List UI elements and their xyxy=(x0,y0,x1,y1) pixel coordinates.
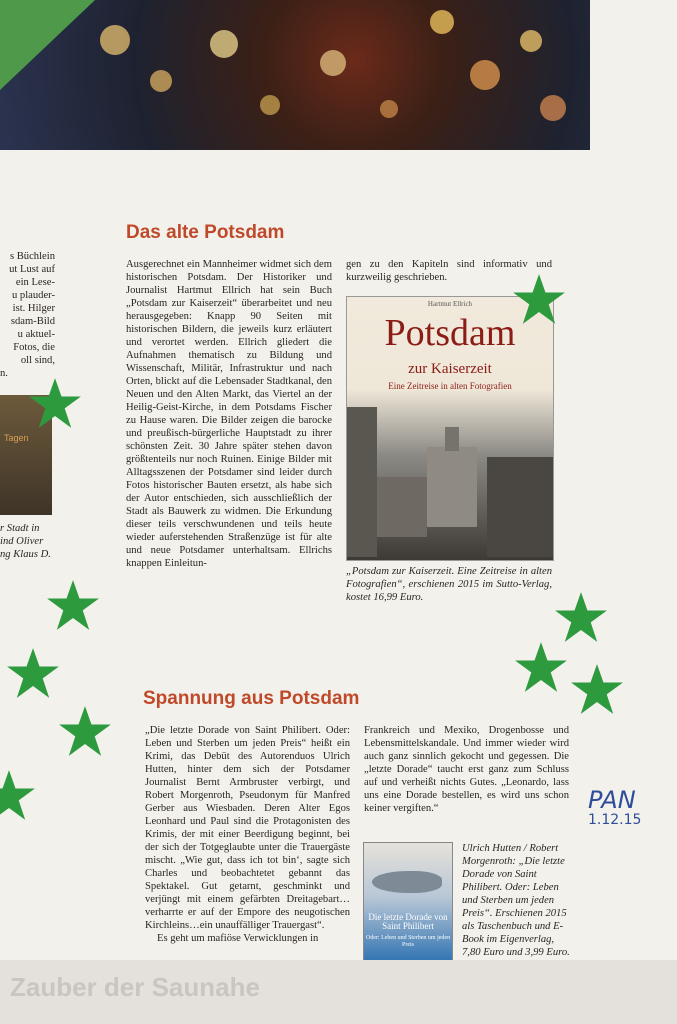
left-column-text xyxy=(0,250,55,380)
star-icon xyxy=(46,578,100,632)
left-line: sdam-Bild xyxy=(10,316,55,327)
article-paragraph: gen zu den Kapiteln sind informativ und kurzweilig geschrieben. xyxy=(346,259,552,283)
article-title: Spannung aus Potsdam xyxy=(143,688,360,709)
left-line: ut Lust auf xyxy=(9,264,55,275)
left-line: oll sind, xyxy=(20,355,55,366)
article-paragraph: Ausgerechnet ein Mannheimer widmet sich dem historischen Potsdam. Der Historiker und Journalist Hartmut Ellrich hat sein Buch „Potsdam zur Kaiserzeit“ überarbeitet und neu herausgegeben: Knapp 90 Seiten mit historischen Bildern, die jeweils kurz erläutert und verortet werden. Ellrich gliedert die Aufnahmen thematisch zu Bildung und Wissenschaft, Militär, Infrastruktur und nach Orten, blickt auf die Lebensader Stadtkanal, den Neuen und den Alten Markt, das Viertel an der Heilig-Geist-Kirche, in dem Potsdams Fischer zu Hause waren. Die Bilder zeigen die barocke und preußisch-bürgerliche Hauptstadt zu ihrer schönsten Zeit. 30 Jahre später stehen davon größtenteils nur noch Ruinen. Einige Bilder mit Alltagsszenen der Potsdamer sind leider durch Fotos historischer Bauten ersetzt, als habe sich der Autor entschieden, sich ausschließlich der Stadt als Bauwerk zu widmen. Die Erkundung dieser teils verschwundenen und teils heute wieder auferstehenden Straßenzüge ist für alte und neue Potsdamer unterhaltsam. Ellrichs knappen Einleitun- xyxy=(126,259,332,569)
left-caption-line: r Stadt in xyxy=(0,523,40,534)
book-caption: „Potsdam zur Kaiserzeit. Eine Zeitreise in alten Fotografien“, erschienen 2015 im Sutto-Verlag, kostet 16,99 Euro. xyxy=(346,566,552,603)
ad-headline: Zauber der Saunahe xyxy=(10,972,260,1002)
left-line: s Büchlein xyxy=(9,251,55,262)
star-icon xyxy=(28,376,82,430)
star-icon xyxy=(554,590,608,644)
handwritten-initials: PAN xyxy=(588,786,636,814)
left-line: ein Lese- xyxy=(15,277,55,288)
article-body-col2 xyxy=(364,724,569,815)
left-caption-line: ng Klaus D. xyxy=(0,549,51,560)
book-title: Potsdam xyxy=(384,312,516,354)
star-icon xyxy=(512,272,566,326)
article-body-col1 xyxy=(145,724,350,945)
left-photo-label: Tagen xyxy=(4,433,29,443)
left-line: ist. Hilger xyxy=(12,303,55,314)
left-caption-line: ind Oliver xyxy=(0,536,44,547)
book-subtitle: zur Kaiserzeit xyxy=(408,361,492,377)
corner-decoration xyxy=(0,0,95,90)
left-line: u aktuel- xyxy=(17,329,55,340)
book-author: Hartmut Ellrich xyxy=(427,300,473,308)
article-paragraph: Frankreich und Mexiko, Drogenbosse und Lebensmittelskandale. Und immer wieder wird auch ganz sinnlich gekocht und gegessen. Die „letzte Dorade“ taucht erst ganz zum Schluss auf und verheißt nichts Gutes. „Leonardo, lass uns eine Dorade bestellen, es wird uns schon keiner vergiften.“ xyxy=(364,725,569,814)
star-icon xyxy=(58,704,112,758)
article-paragraph: Es geht um mafiöse Verwicklungen in xyxy=(157,933,319,944)
star-icon xyxy=(570,662,624,716)
book-cover-potsdam xyxy=(346,296,554,561)
article-title: Das alte Potsdam xyxy=(126,222,285,243)
star-icon xyxy=(514,640,568,694)
star-icon xyxy=(6,646,60,700)
left-line: n. xyxy=(0,368,8,379)
left-line: Fotos, die xyxy=(13,342,55,353)
handwritten-note xyxy=(588,786,641,828)
article-body-col1 xyxy=(126,258,332,570)
book-tagline: Eine Zeitreise in alten Fotografien xyxy=(388,381,512,391)
star-icon xyxy=(0,768,36,822)
left-line: u plauder- xyxy=(11,290,55,301)
fish-icon xyxy=(372,871,442,893)
left-photo-caption xyxy=(0,522,58,561)
article-paragraph: „Die letzte Dorade von Saint Philibert. Oder: Leben und Sterben um jeden Preis“ heißt ein Krimi, das Debüt des Autorenduos Ulrich Hutten, hinter dem sich der Potsdamer Journalist Bernt Armbruster verbirgt, und Robert Morgenroth, Pseudonym für Manfred Gerber aus Wiesbaden. Deren Alter Egos Leonhard und Paul sind die Protagonisten des Krimis, der mit einer Beerdigung beginnt, bei der sich der Totgeglaubte unter die Trauergäste mischt. „Wie gut, dass ich tot bin‘, sagte sich Charles und beobachtetet gebannt das Spektakel. Gut getarnt, geschminkt und verjüngt mit einem gefärbten Dreitagebart… verharrte er auf der Empore des neugotischen Kirchleins…ein unauffälliger Trauergast“. xyxy=(145,725,350,931)
handwritten-date: 1.12.15 xyxy=(588,812,642,828)
book-caption: Ulrich Hutten / Robert Morgenroth: „Die letzte Dorade von Saint Philibert. Oder: Leben und Sterben um jeden Preis“. Erschienen 2015 als Taschenbuch und E-Book im Eigenverlag, 7,80 Euro und 3,99 Euro. xyxy=(462,843,570,958)
book-title: Die letzte Dorade von Saint Philibert xyxy=(368,912,448,931)
bottom-advertisement xyxy=(0,960,677,1024)
book-cover-dorade xyxy=(363,842,453,966)
book-subtitle: Oder: Leben und Sterben um jeden Preis xyxy=(365,935,451,948)
